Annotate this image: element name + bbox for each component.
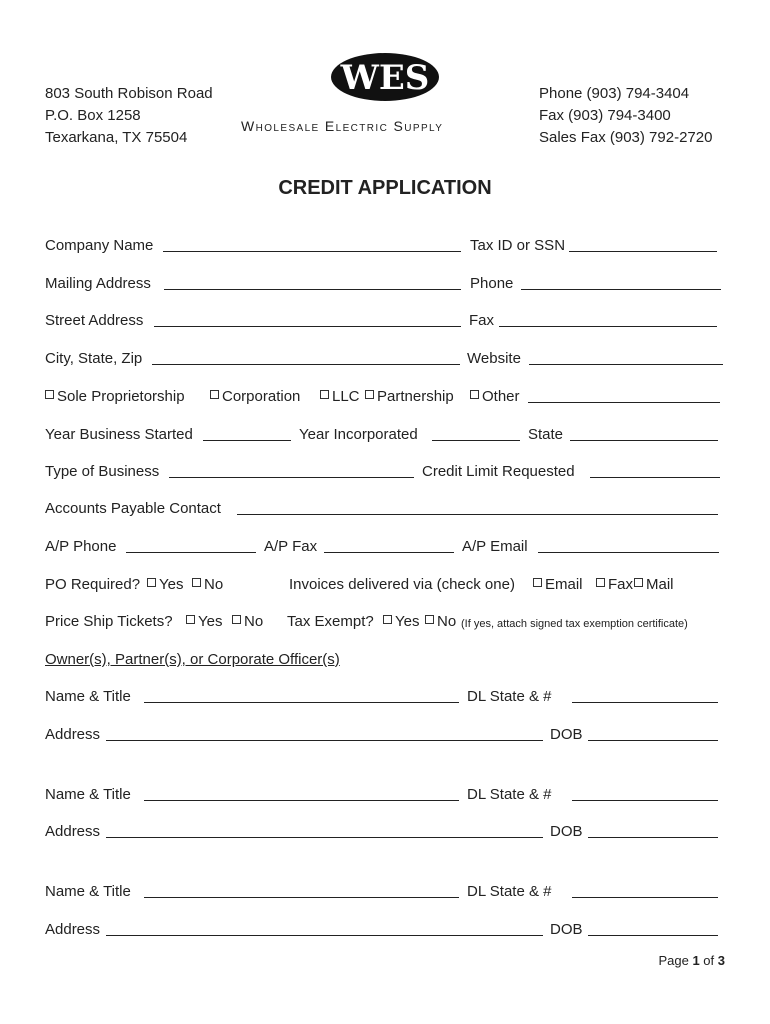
street-address-label: Street Address bbox=[45, 312, 144, 329]
street-address-field[interactable] bbox=[154, 326, 461, 327]
ap-phone-field[interactable] bbox=[126, 552, 256, 553]
website-label: Website bbox=[467, 350, 521, 367]
tax-id-field[interactable] bbox=[569, 251, 717, 252]
owner-2-name-field[interactable] bbox=[144, 800, 459, 801]
city-state-zip-label: City, State, Zip bbox=[45, 350, 143, 367]
checkbox-icon[interactable] bbox=[634, 578, 643, 587]
page-of: of bbox=[703, 953, 715, 968]
company-name-field[interactable] bbox=[163, 251, 461, 252]
ap-email-field[interactable] bbox=[538, 552, 719, 553]
contact-block bbox=[539, 83, 712, 149]
checkbox-icon[interactable] bbox=[320, 390, 329, 399]
ap-email-label: A/P Email bbox=[462, 538, 528, 555]
owner-1-dob-field[interactable] bbox=[588, 740, 718, 741]
checkbox-icon[interactable] bbox=[596, 578, 605, 587]
type-of-business-label: Type of Business bbox=[45, 463, 160, 480]
address-line-2: P.O. Box 1258 bbox=[45, 107, 141, 124]
tax-exempt-note: (If yes, attach signed tax exemption certificate) bbox=[461, 618, 688, 630]
page-total: 3 bbox=[717, 953, 725, 968]
page-title: CREDIT APPLICATION bbox=[278, 177, 492, 199]
type-of-business-field[interactable] bbox=[169, 477, 414, 478]
owner-1-name-field[interactable] bbox=[144, 702, 459, 703]
phone-field[interactable] bbox=[521, 289, 721, 290]
checkbox-icon[interactable] bbox=[533, 578, 542, 587]
corporation-option[interactable]: Corporation bbox=[210, 387, 300, 407]
address-line-3: Texarkana, TX 75504 bbox=[45, 129, 188, 146]
page-prefix: Page bbox=[658, 953, 689, 968]
mailing-address-field[interactable] bbox=[164, 289, 461, 290]
state-field[interactable] bbox=[570, 440, 718, 441]
year-incorporated-label: Year Incorporated bbox=[299, 426, 418, 443]
wes-logo bbox=[330, 52, 440, 102]
dob-label: DOB bbox=[550, 726, 583, 743]
checkbox-icon[interactable] bbox=[147, 578, 156, 587]
tax-exempt-label: Tax Exempt? bbox=[287, 613, 374, 630]
po-no-option[interactable]: No bbox=[192, 575, 223, 595]
invoice-fax-option[interactable]: Fax bbox=[596, 575, 633, 595]
ap-phone-label: A/P Phone bbox=[45, 538, 117, 555]
po-yes-option[interactable]: Yes bbox=[147, 575, 183, 595]
ap-contact-field[interactable] bbox=[237, 514, 718, 515]
ap-fax-label: A/P Fax bbox=[264, 538, 318, 555]
address-label: Address bbox=[45, 921, 101, 938]
year-incorporated-field[interactable] bbox=[432, 440, 520, 441]
checkbox-icon[interactable] bbox=[186, 615, 195, 624]
owner-2-dl-field[interactable] bbox=[572, 800, 718, 801]
price-ship-yes-option[interactable]: Yes bbox=[186, 612, 222, 632]
credit-limit-field[interactable] bbox=[590, 477, 720, 478]
other-field[interactable] bbox=[528, 402, 720, 403]
po-required-label: PO Required? bbox=[45, 576, 141, 593]
price-ship-label: Price Ship Tickets? bbox=[45, 613, 173, 630]
checkbox-icon[interactable] bbox=[45, 390, 54, 399]
name-title-label: Name & Title bbox=[45, 786, 131, 803]
checkbox-icon[interactable] bbox=[365, 390, 374, 399]
checkbox-icon[interactable] bbox=[232, 615, 241, 624]
owner-3-name-field[interactable] bbox=[144, 897, 459, 898]
dl-state-label: DL State & # bbox=[467, 786, 552, 803]
owner-1-dl-field[interactable] bbox=[572, 702, 718, 703]
invoice-mail-option[interactable]: Mail bbox=[634, 575, 674, 595]
owner-2-address-field[interactable] bbox=[106, 837, 543, 838]
fax-line: Fax (903) 794-3400 bbox=[539, 107, 671, 124]
mailing-address-label: Mailing Address bbox=[45, 275, 151, 292]
owner-3-dl-field[interactable] bbox=[572, 897, 718, 898]
dl-state-label: DL State & # bbox=[467, 883, 552, 900]
dl-state-label: DL State & # bbox=[467, 688, 552, 705]
logo-text: WES bbox=[340, 58, 430, 98]
tax-exempt-yes-option[interactable]: Yes bbox=[383, 612, 419, 632]
address-label: Address bbox=[45, 726, 101, 743]
sales-fax-line: Sales Fax (903) 792-2720 bbox=[539, 129, 713, 146]
checkbox-icon[interactable] bbox=[210, 390, 219, 399]
city-state-zip-field[interactable] bbox=[152, 364, 460, 365]
company-name-label: Company Name bbox=[45, 237, 154, 254]
address-label: Address bbox=[45, 823, 101, 840]
checkbox-icon[interactable] bbox=[383, 615, 392, 624]
address-line-1: 803 South Robison Road bbox=[45, 85, 213, 102]
dob-label: DOB bbox=[550, 921, 583, 938]
owner-3-address-field[interactable] bbox=[106, 935, 543, 936]
owner-1-address-field[interactable] bbox=[106, 740, 543, 741]
state-label: State bbox=[528, 426, 564, 443]
dob-label: DOB bbox=[550, 823, 583, 840]
year-started-label: Year Business Started bbox=[45, 426, 193, 443]
price-ship-no-option[interactable]: No bbox=[232, 612, 263, 632]
ap-contact-label: Accounts Payable Contact bbox=[45, 500, 221, 517]
owner-3-dob-field[interactable] bbox=[588, 935, 718, 936]
phone-label: Phone bbox=[470, 275, 514, 292]
page-number bbox=[658, 952, 725, 970]
sole-prop-option[interactable]: Sole Proprietorship bbox=[45, 387, 185, 407]
tax-id-label: Tax ID or SSN bbox=[470, 237, 566, 254]
company-name: Wholesale Electric Supply bbox=[241, 118, 444, 134]
website-field[interactable] bbox=[529, 364, 723, 365]
checkbox-icon[interactable] bbox=[192, 578, 201, 587]
other-option[interactable]: Other bbox=[470, 387, 520, 407]
fax-field[interactable] bbox=[499, 326, 717, 327]
page-current: 1 bbox=[692, 953, 700, 968]
phone-line: Phone (903) 794-3404 bbox=[539, 85, 690, 102]
partnership-option[interactable]: Partnership bbox=[365, 387, 454, 407]
checkbox-icon[interactable] bbox=[425, 615, 434, 624]
llc-option[interactable]: LLC bbox=[320, 387, 360, 407]
fax-label: Fax bbox=[469, 312, 495, 329]
name-title-label: Name & Title bbox=[45, 688, 131, 705]
invoices-via-label: Invoices delivered via (check one) bbox=[289, 576, 515, 593]
ap-fax-field[interactable] bbox=[324, 552, 454, 553]
year-started-field[interactable] bbox=[203, 440, 291, 441]
tax-exempt-no-option[interactable]: No bbox=[425, 612, 456, 632]
credit-limit-label: Credit Limit Requested bbox=[422, 463, 575, 480]
sender-address bbox=[45, 83, 213, 149]
checkbox-icon[interactable] bbox=[470, 390, 479, 399]
name-title-label: Name & Title bbox=[45, 883, 131, 900]
owner-2-dob-field[interactable] bbox=[588, 837, 718, 838]
owners-section-heading: Owner(s), Partner(s), or Corporate Officer(s) bbox=[45, 651, 340, 668]
invoice-email-option[interactable]: Email bbox=[533, 575, 583, 595]
